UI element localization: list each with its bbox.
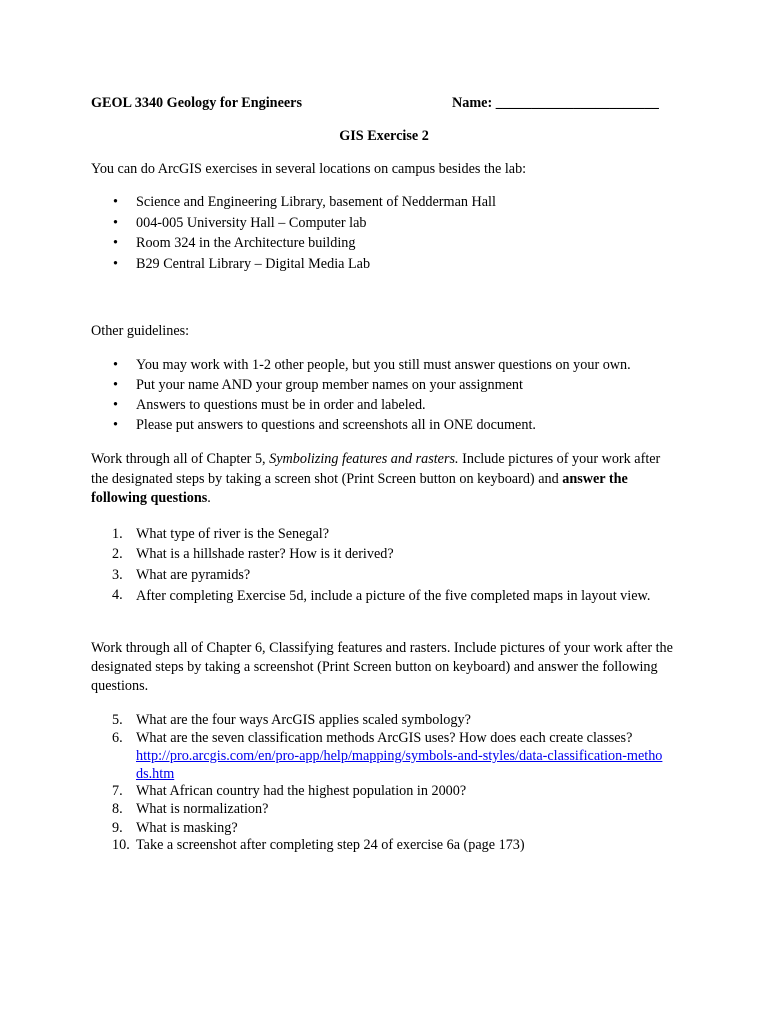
list-item: Room 324 in the Architecture building xyxy=(136,235,356,251)
bullet-icon: • xyxy=(113,215,118,231)
question-text: What is normalization? xyxy=(136,801,269,817)
chapter5-text-2: Include pictures of your work after the designated steps by taking a screen shot (Print Screen button on keyboard) and xyxy=(91,451,661,487)
classification-methods-link[interactable]: http://pro.arcgis.com/en/pro-app/help/mapping/symbols-and-styles/data-classification-methods.htm xyxy=(136,748,663,782)
course-title: GEOL 3340 Geology for Engineers xyxy=(91,95,302,111)
chapter6-paragraph: Work through all of Chapter 6, Classifying features and rasters. Include pictures of your work after the designated steps by taking a screenshot (Print Screen button on keyboard) and answer the following questions. xyxy=(91,640,673,694)
chapter5-italic-title: Symbolizing features and rasters. xyxy=(269,451,459,467)
question-text: What is a hillshade raster? How is it derived? xyxy=(136,546,394,562)
bullet-icon: • xyxy=(113,256,118,272)
name-field xyxy=(452,94,659,112)
question-number: 7. xyxy=(112,783,123,799)
bullet-icon: • xyxy=(113,417,118,433)
list-item: Science and Engineering Library, basement of Nedderman Hall xyxy=(136,194,496,210)
intro-text: You can do ArcGIS exercises in several locations on campus besides the lab: xyxy=(91,161,527,177)
question-text: Take a screenshot after completing step 24 of exercise 6a (page 173) xyxy=(136,837,525,853)
bullet-icon: • xyxy=(113,377,118,393)
list-item: Please put answers to questions and screenshots all in ONE document. xyxy=(136,417,536,433)
name-blank: _______________________ xyxy=(495,95,659,111)
list-item: Put your name AND your group member names on your assignment xyxy=(136,377,523,393)
bullet-icon: • xyxy=(113,357,118,373)
chapter5-text-1: Work through all of Chapter 5, xyxy=(91,451,270,467)
question-number: 1. xyxy=(112,526,123,542)
guidelines-heading: Other guidelines: xyxy=(91,323,190,339)
list-item: B29 Central Library – Digital Media Lab xyxy=(136,256,371,272)
chapter5-text-3: . xyxy=(207,490,211,506)
question-number: 9. xyxy=(112,820,123,836)
question-number: 6. xyxy=(112,730,123,746)
chapter5-paragraph xyxy=(91,450,681,509)
exercise-title: GIS Exercise 2 xyxy=(339,128,429,144)
question-text: What type of river is the Senegal? xyxy=(136,526,330,542)
bullet-icon: • xyxy=(113,194,118,210)
question-text: What is masking? xyxy=(136,820,238,836)
list-item: Answers to questions must be in order and labeled. xyxy=(136,397,426,413)
question-number: 4. xyxy=(112,587,123,603)
question-text: What African country had the highest population in 2000? xyxy=(136,783,467,799)
question-number: 8. xyxy=(112,801,123,817)
question-number: 10. xyxy=(112,837,130,853)
name-label: Name: xyxy=(452,95,493,111)
question-number: 3. xyxy=(112,567,123,583)
bullet-icon: • xyxy=(113,235,118,251)
question-text: What are the seven classification methods ArcGIS uses? How does each create classes? xyxy=(136,730,633,746)
question-text: What are the four ways ArcGIS applies scaled symbology? xyxy=(136,712,471,728)
chapter5-bold-text: answer the following questions xyxy=(91,470,628,506)
list-item: You may work with 1-2 other people, but you still must answer questions on your own. xyxy=(136,357,631,373)
question-number: 2. xyxy=(112,546,123,562)
bullet-icon: • xyxy=(113,397,118,413)
question-text: After completing Exercise 5d, include a picture of the five completed maps in layout view. xyxy=(136,588,651,604)
question-number: 5. xyxy=(112,712,123,728)
list-item: 004-005 University Hall – Computer lab xyxy=(136,215,367,231)
question-text: What are pyramids? xyxy=(136,567,251,583)
